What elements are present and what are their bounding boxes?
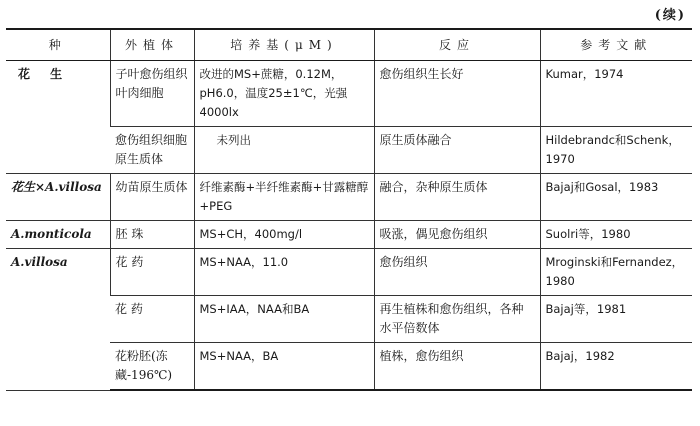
reference-cell: Bajaj和Gosal，1983 [540,174,692,221]
species-name: A.monticola [11,227,92,241]
reference-cell: Kumar，1974 [540,61,692,127]
explant-cell: 花粉胚(冻藏-196℃) [110,343,194,391]
species-cell [6,249,110,391]
explant-cell: 胚 珠 [110,221,194,249]
species-cell [6,174,110,221]
culture-table [6,28,692,391]
species-name: A.villosa [11,255,68,269]
table-row [6,61,692,127]
medium-cell: 改进的MS+蔗糖，0.12M，pH6.0，温度25±1℃，光强4000lx [194,61,374,127]
response-cell: 吸涨，偶见愈伤组织 [374,221,540,249]
header-medium: 培养基(μM) [194,29,374,61]
medium-cell: MS+NAA，11.0 [194,249,374,296]
table-row [6,221,692,249]
medium-cell: MS+CH，400mg/l [194,221,374,249]
response-cell: 愈伤组织 [374,249,540,296]
reference-cell: Hildebrandc和Schenk，1970 [540,127,692,174]
response-cell: 融合，杂种原生质体 [374,174,540,221]
response-cell: 植株，愈伤组织 [374,343,540,391]
response-cell: 再生植株和愈伤组织，各种水平倍数体 [374,296,540,343]
reference-cell: Bajaj，1982 [540,343,692,391]
medium-cell: MS+IAA，NAA和BA [194,296,374,343]
species-cell: 花 生 [6,61,110,174]
table-row [6,174,692,221]
medium-cell: 纤维素酶+半纤维素酶+甘露糖醇+PEG [194,174,374,221]
response-cell: 愈伤组织生长好 [374,61,540,127]
explant-cell: 子叶愈伤组织叶肉细胞 [110,61,194,127]
species-name: 花生×A.villosa [11,180,102,194]
header-response: 反应 [374,29,540,61]
species-cell [6,221,110,249]
header-reference: 参考文献 [540,29,692,61]
continued-label: (续) [654,8,686,23]
reference-cell: Mroginski和Fernandez，1980 [540,249,692,296]
explant-cell: 花 药 [110,296,194,343]
header-explant: 外植体 [110,29,194,61]
explant-cell: 愈伤组织细胞原生质体 [110,127,194,174]
medium-cell: 未列出 [194,127,374,174]
explant-cell: 幼苗原生质体 [110,174,194,221]
reference-cell: Bajaj等，1981 [540,296,692,343]
explant-cell: 花 药 [110,249,194,296]
reference-cell: Suolri等，1980 [540,221,692,249]
medium-cell: MS+NAA，BA [194,343,374,391]
table-row [6,249,692,296]
header-species: 种 [6,29,110,61]
header-row [6,29,692,61]
response-cell: 原生质体融合 [374,127,540,174]
